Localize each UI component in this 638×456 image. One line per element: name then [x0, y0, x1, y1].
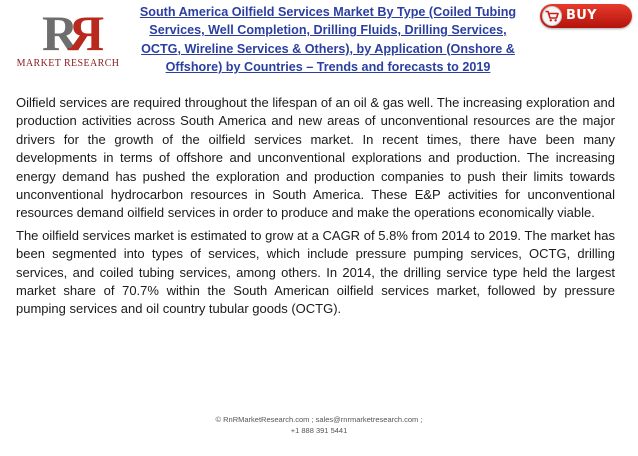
company-logo: [10, 6, 126, 76]
rr-logo-mark: [10, 6, 126, 58]
description-paragraph-2: The oilfield services market is estimated to grow at a CAGR of 5.8% from 2014 to 2019. The market has been segmented into types of services, which include pressure pumping services, OCTG, drilling services, and coiled tubing services, among others. In 2014, the drilling service type held the largest market share of 70.7% within the South American oilfield services market, followed by pressure pumping services and oil country tubular goods (OCTG).: [16, 227, 615, 317]
svg-text:R: R: [41, 6, 79, 58]
buy-now-button[interactable]: [540, 4, 632, 47]
footer-contact: [0, 414, 638, 436]
page-title[interactable]: South America Oilfield Services Market By Type (Coiled Tubing Services, Well Completion, Drilling Fluids, Drilling Services, OCTG, Wireline Services & Others), by Application (Onshore & Offshore) by Countries – Trends and forecasts to 2019: [139, 5, 517, 75]
buy-now-label: BUY NOW: [566, 8, 604, 47]
description-paragraph-1: Oilfield services are required throughout the lifespan of an oil & gas well. The increasing exploration and production activities across South America and new areas of unconventional resources are the major drivers for the growth of the oilfield services market. In recent times, there have been many developments in terms of offshore and unconventional explorations and production. The increasing energy demand has pushed the exploration and production companies to push their limits towards unconventional hydrocarbon resources in South America. These E&P activities for unconventional resources demand oilfield services in order to produce and make the operations economically viable.: [16, 95, 615, 221]
logo-company-name: MARKET RESEARCH: [16, 58, 120, 69]
footer-line-2: +1 888 391 5441: [290, 426, 348, 435]
report-description: [16, 94, 615, 323]
svg-text:R: R: [67, 6, 105, 58]
shopping-cart-icon: [542, 6, 562, 26]
footer-line-1: © RnRMarketResearch.com ; sales@rnrmarketresearch.com ;: [215, 415, 423, 424]
